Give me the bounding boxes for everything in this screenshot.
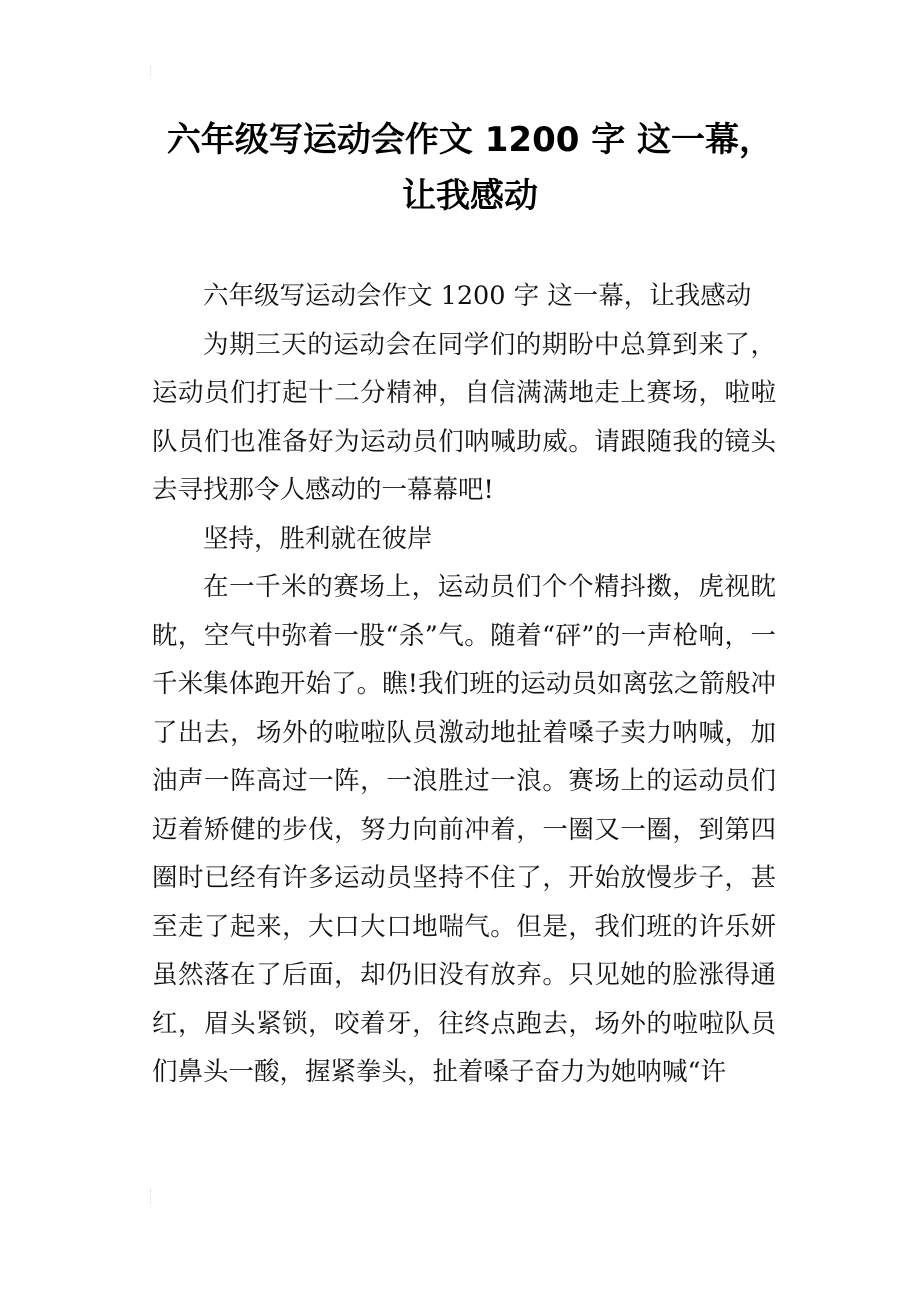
section-heading: 坚持，胜利就在彼岸 [203, 523, 433, 554]
title-line-1: 六年级写运动会作文 1200 字 这一幕， [166, 120, 774, 160]
paragraph-race: 在一千米的赛场上，运动员们个个精抖擞，虎视眈眈，空气中弥着一股“杀”气。随着“砰”的一声枪响，一千米集体跑开始了。瞧!我们班的运动员如离弦之箭般冲了出去，场外的啦啦队员激动地扯着嗓子卖力呐喊，加油声一阵高过一阵，一浪胜过一浪。赛场上的运动员们迈着矫健的步伐，努力向前冲着，一圈又一圈，到第四圈时已经有许多运动员坚持不住了，开始放慢步子，甚至走了起来，大口大口地喘气。但是，我们班的许乐妍虽然落在了后面，却仍旧没有放弃。只见她的脸涨得通红，眉头紧锁，咬着牙，往终点跑去，场外的啦啦队员们鼻头一酸，握紧拳头，扯着嗓子奋力为她呐喊“许 [152, 572, 776, 1087]
document-title [120, 112, 820, 224]
page-corner-mark [150, 1190, 157, 1204]
page-corner-mark [150, 66, 157, 76]
paragraph-intro: 为期三天的运动会在同学们的期盼中总算到来了，运动员们打起十二分精神，自信满满地走上赛场，啦啦队员们也准备好为运动员们呐喊助威。请跟随我的镜头去寻找那令人感动的一幕幕吧! [152, 329, 776, 505]
paragraph-title-repeat: 六年级写运动会作文 1200 字 这一幕，让我感动 [203, 281, 752, 311]
title-line-2: 让我感动 [402, 176, 538, 216]
document-body [152, 272, 776, 1097]
